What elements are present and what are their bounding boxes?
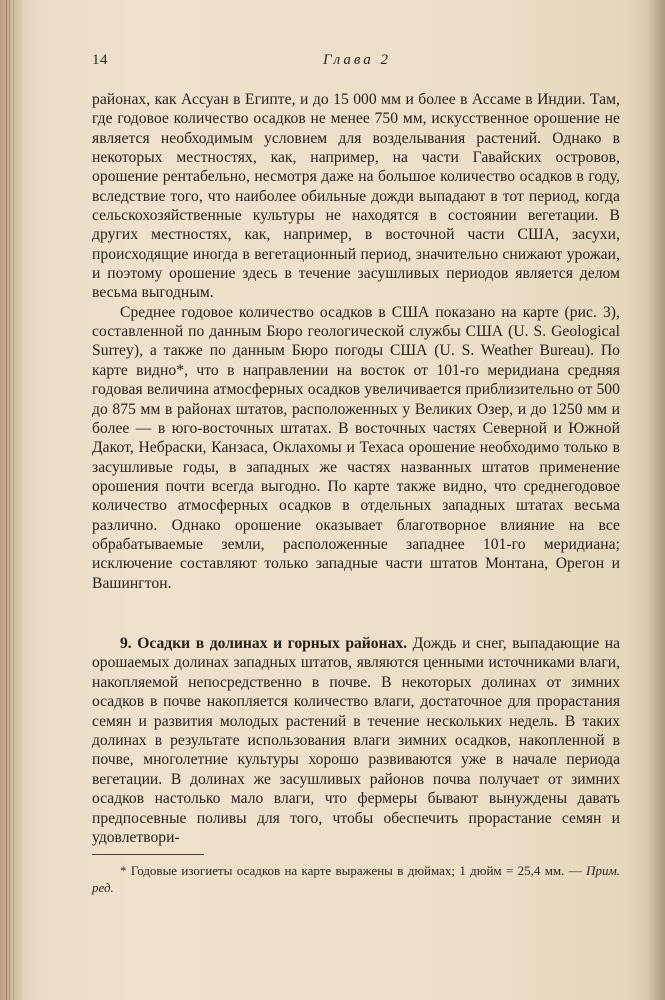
section-text: Дождь и снег, выпадающие на орошаемых долинах западных штатов, являются ценными источниками влаги, накопляемой непосредственно в почве. В некоторых долинах от зимних осадков в почве накопляется количество влаги, достаточное для прорастания семян и развития молодых растений в течение нескольких недель. В таких долинах в результате использования влаги зимних осадков, накопленной в почве, многолетние культуры хорошо развиваются уже в начале периода вегетации. В долинах же засушливых районов почва получает от зимних осадков настолько мало влаги, что фермеры бывают вынуждены давать предпосевные поливы для того, чтобы обеспечить прорастание семян и удовлетвори- [92,635,620,847]
section-paragraph [92,634,620,847]
footnote-text: * Годовые изогиеты осадков на карте выражены в дюймах; 1 дюйм = 25,4 мм. — [120,863,582,878]
page-number: 14 [92,52,108,68]
section-9 [92,634,620,847]
page-edge-shadow [647,0,665,1000]
paragraph: Среднее годовое количество осадков в США показано на карте (рис. 3), составленной по данным Бюро геологической службы США (U. S. Geological Surrey), а также по данным Бюро погоды США (U. S. Weather Bureau). По карте видно*, что в направлении на восток от 101-го меридиана средняя годовая величина атмосферных осадков увеличивается приблизительно от 500 до 875 мм в районах штатов, расположенных у Великих Озер, и до 1250 мм и более — в юго-восточных штатах. В восточных частях Северной и Южной Дакот, Небраски, Канзаса, Оклахомы и Техаса орошение необходимо только в засушливые годы, в западных же частях названных штатов применение орошения почти всегда выгодно. По карте также видно, что среднегодовое количество атмосферных осадков в отдельных западных штатах весьма различно. Однако орошение оказывает благотворное влияние на все обрабатываемые земли, расположенные западнее 101-го меридиана; исключение составляют только западные части штатов Монтана, Орегон и Вашингтон. [92,303,620,592]
chapter-title: Глава 2 [322,52,392,68]
footnote [92,862,620,896]
running-header [92,52,622,76]
page-binding [0,0,22,1000]
section-heading: 9. Осадки в долинах и горных районах. [120,635,408,652]
binding-line [13,0,14,1000]
editor-note: Прим. ред. [92,863,620,895]
binding-line [9,0,10,1000]
binding-line [6,0,7,1000]
paragraph-continued: районах, как Ассуан в Египте, и до 15 000 мм и более в Ассаме в Индии. Там, где годовое количество осадков не менее 750 мм, искусственное орошение не является необходимым условием для возделывания растений. Однако в некоторых местностях, как, например, на части Гавайских островов, орошение рентабельно, несмотря даже на большое количество осадков в году, вследствие того, что наиболее обильные дожди выпадают в тот период, когда сельскохозяйственные культуры не находятся в состоянии вегетации. В других местностях, как, например, в восточной части США, засухи, происходящие иногда в вегетационный период, значительно снижают урожаи, и поэтому орошение здесь в течение засушливых периодов является делом весьма выгодным. [92,91,620,302]
main-text [92,90,620,593]
footnote-divider [92,854,204,855]
footnote-paragraph [92,862,620,896]
